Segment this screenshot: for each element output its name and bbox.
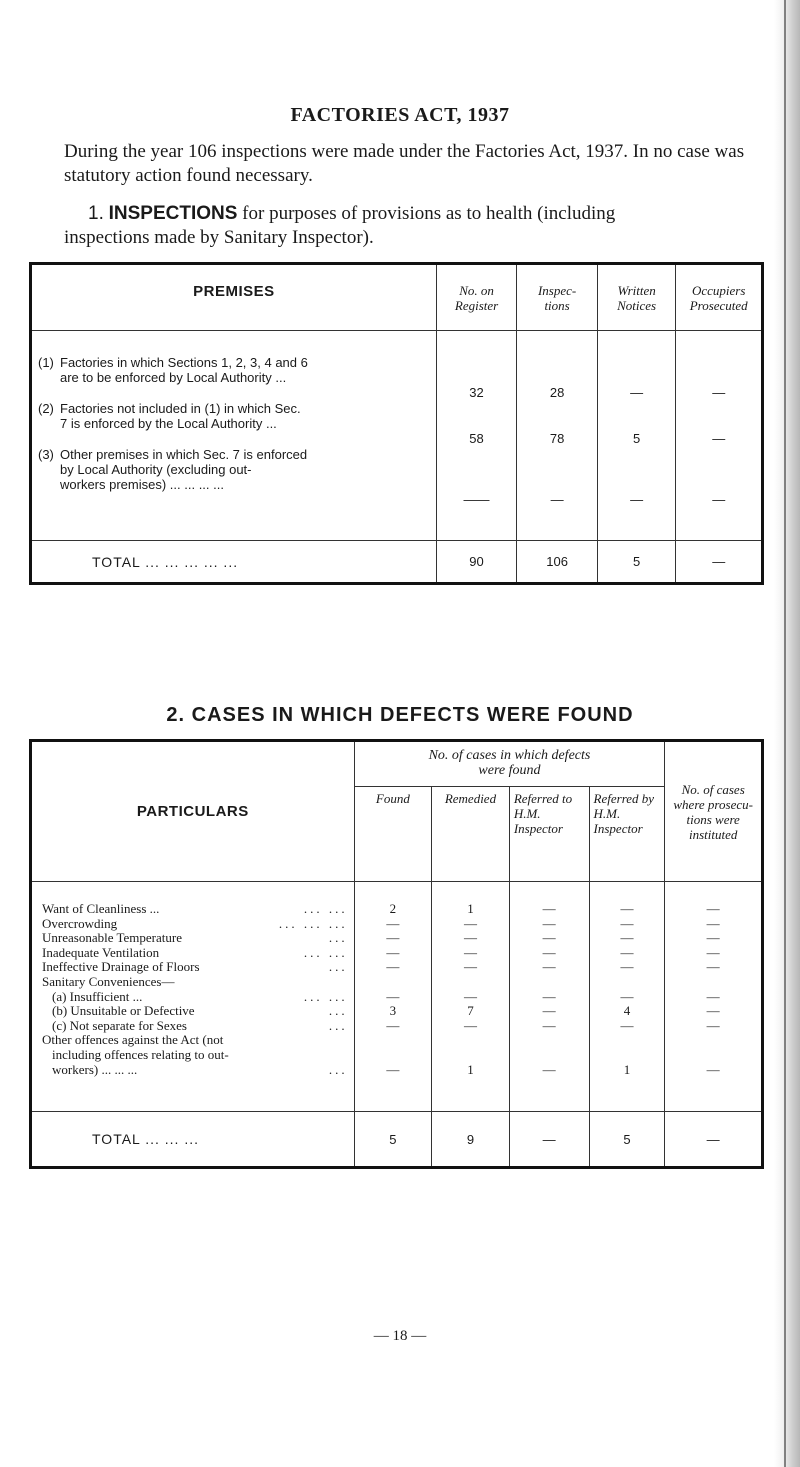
col-remedied: Remedied: [432, 787, 510, 882]
col-inspections: Inspec- tions: [517, 264, 598, 331]
particular-row: including offences relating to out-: [52, 1046, 229, 1062]
particular-row: (c) Not separate for Sexes ...: [52, 1017, 348, 1033]
page-edge-shadow: [774, 0, 800, 1467]
section-heading-rest: for purposes of provisions as to health (including: [242, 203, 616, 224]
prosecuted-values: — — —: [676, 331, 763, 541]
inspections-heading: [88, 202, 768, 226]
particular-row: Sanitary Conveniences—: [42, 973, 175, 989]
premises-row-3: (3) Other premises in which Sec. 7 is enforced by Local Authority (excluding out- workers premises) ... ... ... ...: [38, 447, 308, 492]
binding-edge-line: [784, 0, 786, 1467]
defects-total-found: 5: [354, 1112, 432, 1168]
referred-to-values: — — — — — — — — —: [509, 882, 589, 1112]
inspections-heading-line2: inspections made by Sanitary Inspector).: [64, 227, 374, 248]
defects-body: [31, 882, 763, 1112]
page-number: — 18 —: [373, 1328, 427, 1344]
section-number: 1.: [88, 203, 104, 224]
col-referred-by: Referred by H.M. Inspector: [589, 787, 665, 882]
col-group-defects: No. of cases in which defects were found: [354, 741, 665, 787]
register-values: 32 58 ——: [436, 331, 517, 541]
particular-row: (b) Unsuitable or Defective ...: [52, 1003, 348, 1019]
section-heading-bold: INSPECTIONS: [108, 203, 238, 224]
intro-paragraph: During the year 106 inspections were made under the Factories Act, 1937. In no case was statutory action found necessary.: [64, 141, 745, 186]
particular-row: Other offences against the Act (not: [42, 1032, 224, 1048]
inspections-total-row: [31, 541, 763, 584]
total-register: 90: [436, 541, 517, 584]
premises-list: [31, 331, 437, 541]
particular-row: Unreasonable Temperature ...: [42, 930, 348, 946]
col-prosecuted: Occupiers Prosecuted: [676, 264, 763, 331]
inspection-values: 28 78 —: [517, 331, 598, 541]
particular-row: Inadequate Ventilation ... ...: [42, 944, 348, 960]
found-values: 2 — — — — — 3 — —: [354, 882, 432, 1112]
total-inspections: 106: [517, 541, 598, 584]
inspections-table: [29, 262, 764, 585]
col-notices: Written Notices: [597, 264, 676, 331]
referred-by-values: — — — — — — 4 — 1: [589, 882, 665, 1112]
col-particulars: PARTICULARS: [31, 741, 355, 882]
defects-header-row-1: [31, 741, 763, 787]
defects-total-referred-by: 5: [589, 1112, 665, 1168]
defects-heading: 2. CASES IN WHICH DEFECTS WERE FOUND: [166, 704, 634, 726]
col-prosecutions: No. of cases where prosecu- tions were instituted: [665, 741, 763, 882]
defects-total-referred-to: —: [509, 1112, 589, 1168]
defects-total-prosecuted: —: [665, 1112, 763, 1168]
particular-row: workers) ... ... ... ...: [52, 1061, 348, 1077]
particular-row: Want of Cleanliness ... ... ...: [42, 901, 348, 916]
defects-total-label: TOTAL ... ... ...: [31, 1112, 355, 1168]
defects-total-row: [31, 1112, 763, 1168]
total-prosecuted: —: [676, 541, 763, 584]
total-notices: 5: [597, 541, 676, 584]
total-label: TOTAL ... ... ... ... ...: [31, 541, 437, 584]
page-title: FACTORIES ACT, 1937: [290, 104, 510, 126]
notice-values: — 5 —: [597, 331, 676, 541]
inspections-header-row: [31, 264, 763, 331]
col-found: Found: [354, 787, 432, 882]
premises-row-2: (2) Factories not included in (1) in which Sec. 7 is enforced by the Local Authority ...: [38, 401, 301, 431]
particular-row: Ineffective Drainage of Floors ...: [42, 959, 348, 975]
col-premises: PREMISES: [31, 264, 437, 331]
remedied-values: 1 — — — — — 7 — 1: [432, 882, 510, 1112]
defects-total-remedied: 9: [432, 1112, 510, 1168]
col-register: No. on Register: [436, 264, 517, 331]
defects-table: [29, 739, 764, 1169]
premises-row-1: (1) Factories in which Sections 1, 2, 3, 4 and 6 are to be enforced by Local Authority ...: [38, 355, 308, 385]
prosecution-values: — — — — — — — — —: [665, 882, 763, 1112]
particulars-list: [31, 882, 355, 1112]
particular-row: Overcrowding ... ... ...: [42, 915, 348, 931]
inspections-body: [31, 331, 763, 541]
col-referred-to: Referred to H.M. Inspector: [509, 787, 589, 882]
particular-row: (a) Insufficient ... ... ...: [52, 988, 348, 1004]
